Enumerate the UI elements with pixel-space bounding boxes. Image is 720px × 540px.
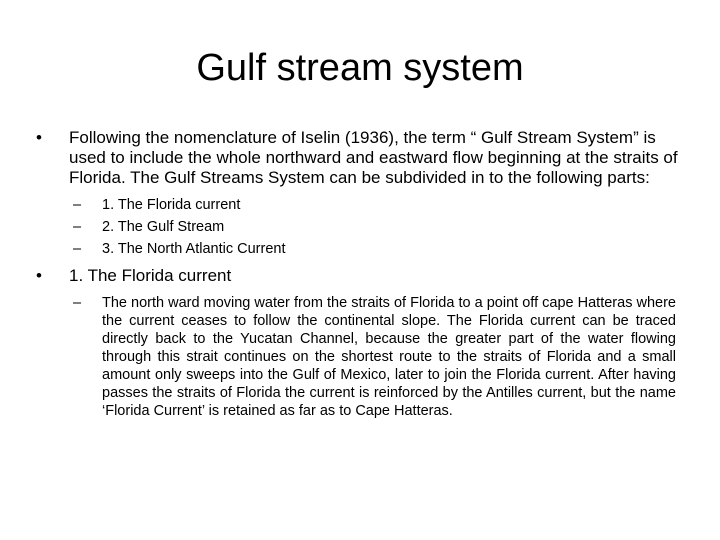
- bullet-item-gulf-stream-system: [36, 128, 684, 258]
- sub-bullet-paragraph: The north ward moving water from the straits of Florida to a point off cape Hatteras where the current ceases to follow the continental slope. The Florida current can be traced directly back to the Yucatan Channel, because the greater part of the water flowing through this strait continues on the shortest route to the straits of Florida and a small amount only sweeps into the Gulf of Mexico, later to join the Florida current. After having passes the straits of Florida the current is reinforced by the Antilles current, but the name ‘Florida Current’ is retained as far as to Cape Hatteras.: [102, 295, 676, 419]
- sub-bullet-text: 1. The Florida current: [102, 197, 241, 213]
- sub-bullet-item: [73, 196, 684, 214]
- bullet-text: 1. The Florida current: [69, 266, 232, 285]
- slide-title: Gulf stream system: [196, 47, 524, 89]
- sub-bullet-item: [73, 218, 684, 236]
- sub-bullet-text: 2. The Gulf Stream: [102, 219, 225, 235]
- sub-bullet-text: 3. The North Atlantic Current: [102, 241, 286, 257]
- sub-bullet-item: [73, 294, 684, 420]
- dash-marker: –: [73, 219, 82, 235]
- bullet-marker: •: [36, 128, 42, 147]
- slide-body: [36, 128, 684, 424]
- bullet-marker: •: [36, 266, 42, 285]
- sub-bullet-list: [73, 196, 684, 258]
- sub-bullet-list: [73, 294, 684, 420]
- bullet-text: Following the nomenclature of Iselin (1936), the term “ Gulf Stream System” is used to include the whole northward and eastward flow beginning at the straits of Florida. The Gulf Streams System can be subdivided in to the following parts:: [69, 128, 678, 187]
- dash-marker: –: [73, 197, 82, 213]
- sub-bullet-item: [73, 240, 684, 258]
- dash-marker: –: [73, 241, 82, 257]
- bullet-list: [36, 128, 684, 420]
- dash-marker: –: [73, 295, 82, 311]
- bullet-item-florida-current: [36, 266, 684, 420]
